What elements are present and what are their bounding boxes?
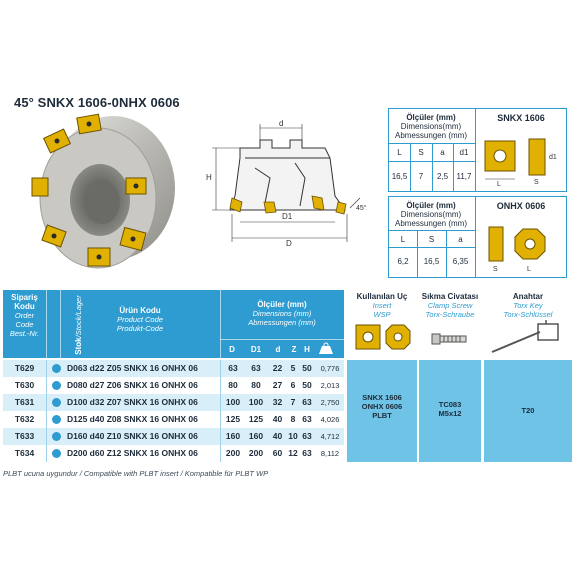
table-row (3, 377, 344, 394)
stock-indicator-icon (52, 415, 61, 424)
svg-text:d1: d1 (549, 154, 557, 161)
cell-d: 60 (272, 448, 283, 458)
cell-Z: 7 (290, 397, 296, 407)
svg-text:L: L (497, 181, 501, 187)
snkx-val-a: 2,5 (436, 172, 449, 181)
cell-kg: 4,026 (320, 415, 340, 424)
onhx-val-S: 16,5 (423, 257, 440, 266)
cell-d: 40 (272, 431, 283, 441)
cell-order: T634 (14, 448, 35, 458)
svg-text:L: L (527, 266, 531, 273)
cell-product: D080 d27 Z06 SNKX 16 ONHX 06 (67, 380, 198, 390)
snkx-insert-drawing (479, 129, 563, 187)
cell-D1: 100 (248, 397, 264, 407)
cell-kg: 8,112 (320, 449, 340, 458)
cell-order: T633 (14, 431, 35, 441)
stock-indicator-icon (52, 398, 61, 407)
cell-H: 63 (302, 397, 312, 407)
angle-label: 45° (356, 205, 367, 212)
footnote: PLBT ucuna uygundur / Compatible with PLBT insert / Kompatible für PLBT WP (3, 469, 269, 478)
snkx-dim-header: Ölçüler (mm) Dimensions(mm) Abmessungen (mm) (394, 113, 468, 140)
cell-Z: 5 (290, 363, 296, 373)
header-order-code: Sipariş Kodu Order Code Best.-Nr. (9, 293, 40, 338)
onhx-col-a: a (458, 235, 463, 244)
cell-H: 50 (302, 363, 312, 373)
col-Z: Z (291, 345, 297, 354)
table-row (3, 445, 344, 462)
col-d: d (275, 345, 281, 354)
cell-product: D063 d22 Z05 SNKX 16 ONHX 06 (67, 363, 198, 373)
onhx-insert-name: ONHX 0606 (496, 201, 546, 211)
cell-product: D125 d40 Z08 SNKX 16 ONHX 06 (67, 414, 198, 424)
cell-D: 100 (225, 397, 241, 407)
cell-order: T632 (14, 414, 35, 424)
cell-D1: 63 (251, 363, 261, 373)
header-dimensions: Ölçüler (mm) Dimensions (mm) Abmessungen (mm) (248, 300, 316, 327)
stock-indicator-icon (52, 449, 61, 458)
cell-D: 80 (228, 380, 238, 390)
snkx-col-d1: d1 (459, 148, 469, 157)
onhx-insert-drawing (479, 217, 563, 273)
col-D1: D1 (250, 345, 262, 354)
cell-d: 32 (272, 397, 283, 407)
cell-D: 125 (225, 414, 241, 424)
cell-d: 40 (272, 414, 283, 424)
insert-icons (352, 322, 414, 352)
cell-d: 22 (272, 363, 283, 373)
onhx-val-L: 6,2 (397, 257, 409, 266)
dim-D-label: D (286, 239, 292, 248)
cell-kg: 4,712 (320, 432, 340, 441)
onhx-dimensions-box (388, 196, 567, 278)
cell-H: 63 (302, 431, 312, 441)
milling-cutter-photo (18, 108, 178, 286)
snkx-col-L: L (397, 148, 402, 157)
svg-text:S: S (493, 266, 498, 273)
cell-d: 27 (272, 380, 283, 390)
table-row (3, 360, 344, 377)
col-D: D (229, 345, 235, 354)
cell-D: 200 (225, 448, 241, 458)
stock-indicator-icon (52, 381, 61, 390)
onhx-col-L: L (400, 235, 406, 244)
key-code: T20 (521, 406, 535, 415)
onhx-val-a: 6,35 (452, 257, 469, 266)
cell-D: 63 (228, 363, 238, 373)
snkx-insert-name: SNKX 1606 (497, 113, 545, 123)
snkx-val-S: 7 (418, 172, 424, 181)
cell-H: 50 (302, 380, 312, 390)
cell-D: 160 (225, 431, 241, 441)
stock-indicator-icon (52, 364, 61, 373)
cell-Z: 8 (290, 414, 296, 424)
header-clamp-screw: Sıkma Civatası Clamp Screw Torx-Schraube (421, 292, 479, 319)
cell-Z: 10 (288, 431, 298, 441)
cell-product: D100 d32 Z07 SNKX 16 ONHX 06 (67, 397, 198, 407)
header-torx-key: Anahtar Torx Key Torx-Schlüssel (503, 292, 553, 319)
weight-icon (318, 342, 334, 355)
cell-Z: 6 (290, 380, 296, 390)
technical-drawing (200, 118, 378, 253)
snkx-val-L: 16,5 (391, 172, 408, 181)
dim-H-label: H (206, 173, 212, 182)
table-row (3, 428, 344, 445)
cell-Z: 12 (288, 448, 298, 458)
cell-D1: 200 (248, 448, 264, 458)
cell-kg: 0,776 (320, 364, 340, 373)
cell-H: 63 (302, 414, 312, 424)
cell-order: T629 (14, 363, 35, 373)
cell-order: T630 (14, 380, 35, 390)
onhx-dim-header: Ölçüler (mm) Dimensions(mm) Abmessungen (mm) (394, 201, 468, 228)
snkx-col-a: a (440, 148, 445, 157)
col-H: H (304, 345, 310, 354)
insert-codes: SNKX 1606 ONHX 0606 PLBT (361, 393, 403, 420)
page-title: 45° SNKX 1606-0NHX 0606 (14, 95, 180, 110)
dim-d-label: d (279, 119, 284, 128)
stock-indicator-icon (52, 432, 61, 441)
cell-D1: 80 (251, 380, 261, 390)
cell-D1: 125 (248, 414, 264, 424)
cell-D1: 160 (248, 431, 264, 441)
cell-kg: 2,013 (320, 381, 340, 390)
snkx-dimensions-box (388, 108, 567, 192)
header-stock: Stok/Stock/Lager (74, 295, 83, 355)
table-row (3, 411, 344, 428)
snkx-col-S: S (418, 148, 424, 157)
snkx-val-d1: 11,7 (456, 172, 472, 181)
cell-H: 63 (302, 448, 312, 458)
screw-codes: TC083 M5x12 (438, 400, 462, 418)
svg-text:S: S (534, 179, 539, 186)
cell-order: T631 (14, 397, 35, 407)
torx-key-icon (488, 318, 568, 356)
cell-kg: 2,750 (320, 398, 340, 407)
cell-product: D160 d40 Z10 SNKX 16 ONHX 06 (67, 431, 198, 441)
dim-D1-label: D1 (282, 212, 293, 221)
header-product-code: Ürün Kodu Product Code Produkt-Code (116, 306, 164, 333)
cell-product: D200 d60 Z12 SNKX 16 ONHX 06 (67, 448, 198, 458)
table-row (3, 394, 344, 411)
onhx-col-S: S (428, 235, 435, 244)
clamp-screw-icon (430, 326, 470, 350)
header-insert: Kullanılan Uç Insert WSP (356, 292, 408, 319)
